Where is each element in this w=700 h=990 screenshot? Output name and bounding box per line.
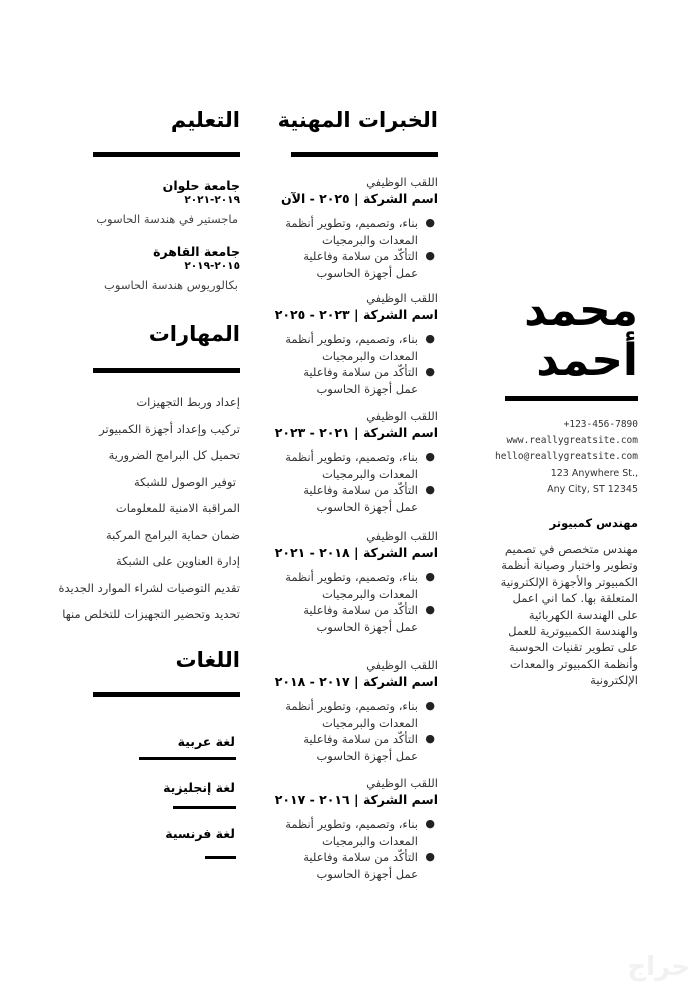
experience-item <box>274 657 438 764</box>
duty-item: ● بناء، وتصميم، وتطوير أنظمة المعدات والبرمجيات <box>285 570 435 601</box>
education-item <box>96 178 240 228</box>
university-name: جامعة حلوان <box>162 178 240 193</box>
experience-item <box>274 528 438 635</box>
bullet-icon: ● <box>425 817 435 830</box>
contact-address-line2: Any City, ST 12345 <box>547 484 638 495</box>
language-level-bar-french <box>205 856 236 859</box>
job-title: اللقب الوظيفي <box>366 529 438 543</box>
experience-item <box>274 290 438 397</box>
job-title: اللقب الوظيفي <box>366 175 438 189</box>
skill-item: إدارة العناوين على الشبكة <box>116 554 240 568</box>
languages-divider <box>93 692 240 697</box>
experience-item <box>274 408 438 515</box>
bullet-icon: ● <box>425 699 435 712</box>
name-line-first: محمد <box>524 285 638 336</box>
candidate-name <box>524 286 638 386</box>
duty-item: ● بناء، وتصميم، وتطوير أنظمة المعدات والبرمجيات <box>285 332 435 363</box>
skill-item: تحميل كل البرامج الضرورية <box>108 448 240 462</box>
language-french: لغة فرنسية <box>165 826 235 841</box>
duty-item: ● بناء، وتصميم، وتطوير أنظمة المعدات والبرمجيات <box>285 817 435 848</box>
skill-item: تحديد وتحضير التجهيزات للتخلص منها <box>62 607 240 621</box>
experience-heading: الخبرات المهنية <box>277 108 438 132</box>
education-years: ٢٠١٩-٢٠٢١ <box>184 194 240 206</box>
contact-address-line1: 123 Anywhere St., <box>550 468 638 479</box>
language-level-bar-arabic <box>139 757 236 760</box>
job-title: اللقب الوظيفي <box>366 409 438 423</box>
duty-list <box>282 698 438 764</box>
bullet-icon: ● <box>425 483 435 496</box>
bullet-icon: ● <box>425 332 435 345</box>
language-arabic: لغة عربية <box>177 734 235 749</box>
skills-divider <box>93 368 240 373</box>
company-dates: اسم الشركة | ٢٠٢١ - ٢٠٢٣ <box>274 425 438 440</box>
profile-summary: مهندس متخصص في تصميم وتطوير واختبار وصيانة أنظمة الكمبيوتر والأجهزة الإلكترونية المتعلقة بها. كما اني اعمل على الهندسة الكهربائية والهندسة الكمبيوترية للعمل على تطوير تقنيات الحوسبة وأنظمة الكمبيوتر والمعدات الإلكترونية <box>500 542 638 688</box>
bullet-icon: ● <box>425 732 435 745</box>
duty-list <box>282 569 438 635</box>
skills-heading: المهارات <box>148 322 240 346</box>
degree-name: بكالوريوس هندسة الحاسوب <box>104 278 238 292</box>
education-item <box>104 244 240 294</box>
duty-item: ● التأكّد من سلامة وفاعلية عمل أجهزة الحاسوب <box>303 603 435 634</box>
skill-item: تركيب وإعداد أجهزة الكمبيوتر <box>99 421 240 436</box>
bullet-icon: ● <box>425 216 435 229</box>
university-name: جامعة القاهرة <box>153 244 240 259</box>
skill-item: تقديم التوصيات لشراء الموارد الجديدة <box>58 580 240 595</box>
duty-list <box>282 449 438 515</box>
duty-item: ● التأكّد من سلامة وفاعلية عمل أجهزة الحاسوب <box>303 365 435 396</box>
duty-item: ● التأكّد من سلامة وفاعلية عمل أجهزة الحاسوب <box>303 850 435 881</box>
company-dates: اسم الشركة | ٢٠٢٣ - ٢٠٢٥ <box>274 307 438 322</box>
duty-item: ● بناء، وتصميم، وتطوير أنظمة المعدات والبرمجيات <box>285 216 435 247</box>
name-divider <box>505 396 638 401</box>
education-divider <box>93 152 240 157</box>
duty-list <box>282 816 438 882</box>
contact-website[interactable]: www.reallygreatsite.com <box>506 435 638 446</box>
bullet-icon: ● <box>425 570 435 583</box>
job-title: اللقب الوظيفي <box>366 658 438 672</box>
duty-item: ● التأكّد من سلامة وفاعلية عمل أجهزة الحاسوب <box>303 483 435 514</box>
company-dates: اسم الشركة | ٢٠١٦ - ٢٠١٧ <box>274 792 438 807</box>
company-dates: اسم الشركة | ٢٠٢٥ - الآن <box>280 191 438 206</box>
skill-item: إعداد وربط التجهيزات <box>136 395 240 409</box>
experience-item <box>274 775 438 882</box>
company-dates: اسم الشركة | ٢٠١٧ - ٢٠١٨ <box>274 674 438 689</box>
contact-info <box>495 417 638 497</box>
skills-list <box>59 393 241 632</box>
duty-item: ● التأكّد من سلامة وفاعلية عمل أجهزة الحاسوب <box>303 732 435 763</box>
education-heading: التعليم <box>170 108 240 132</box>
skill-item: المراقبة الامنية للمعلومات <box>115 501 240 515</box>
name-line-last: أحمد <box>536 335 638 386</box>
bullet-icon: ● <box>425 450 435 463</box>
role-title: مهندس كمبيوتر <box>549 516 638 530</box>
experience-divider <box>291 152 438 157</box>
job-title: اللقب الوظيفي <box>366 776 438 790</box>
education-years: ٢٠١٥-٢٠١٩ <box>184 260 240 272</box>
language-english: لغة إنجليزية <box>163 780 235 795</box>
bullet-icon: ● <box>425 249 435 262</box>
duty-list <box>282 331 438 397</box>
bullet-icon: ● <box>425 365 435 378</box>
contact-phone: +123-456-7890 <box>563 419 638 430</box>
job-title: اللقب الوظيفي <box>366 291 438 305</box>
bullet-icon: ● <box>425 603 435 616</box>
company-dates: اسم الشركة | ٢٠١٨ - ٢٠٢١ <box>274 545 438 560</box>
watermark-logo: حراج <box>627 952 690 982</box>
skill-item: ضمان حماية البرامج المركبة <box>105 527 240 542</box>
duty-item: ● التأكّد من سلامة وفاعلية عمل أجهزة الحاسوب <box>303 249 435 280</box>
duty-item: ● بناء، وتصميم، وتطوير أنظمة المعدات والبرمجيات <box>285 450 435 481</box>
language-level-bar-english <box>173 806 236 809</box>
skill-item: توفير الوصول للشبكة <box>133 474 236 489</box>
languages-heading: اللغات <box>175 648 240 672</box>
contact-email[interactable]: hello@reallygreatsite.com <box>495 451 638 462</box>
duty-list <box>282 215 438 281</box>
experience-item <box>282 174 438 281</box>
degree-name: ماجستير في هندسة الحاسوب <box>96 212 238 226</box>
duty-item: ● بناء، وتصميم، وتطوير أنظمة المعدات والبرمجيات <box>285 699 435 730</box>
bullet-icon: ● <box>425 850 435 863</box>
